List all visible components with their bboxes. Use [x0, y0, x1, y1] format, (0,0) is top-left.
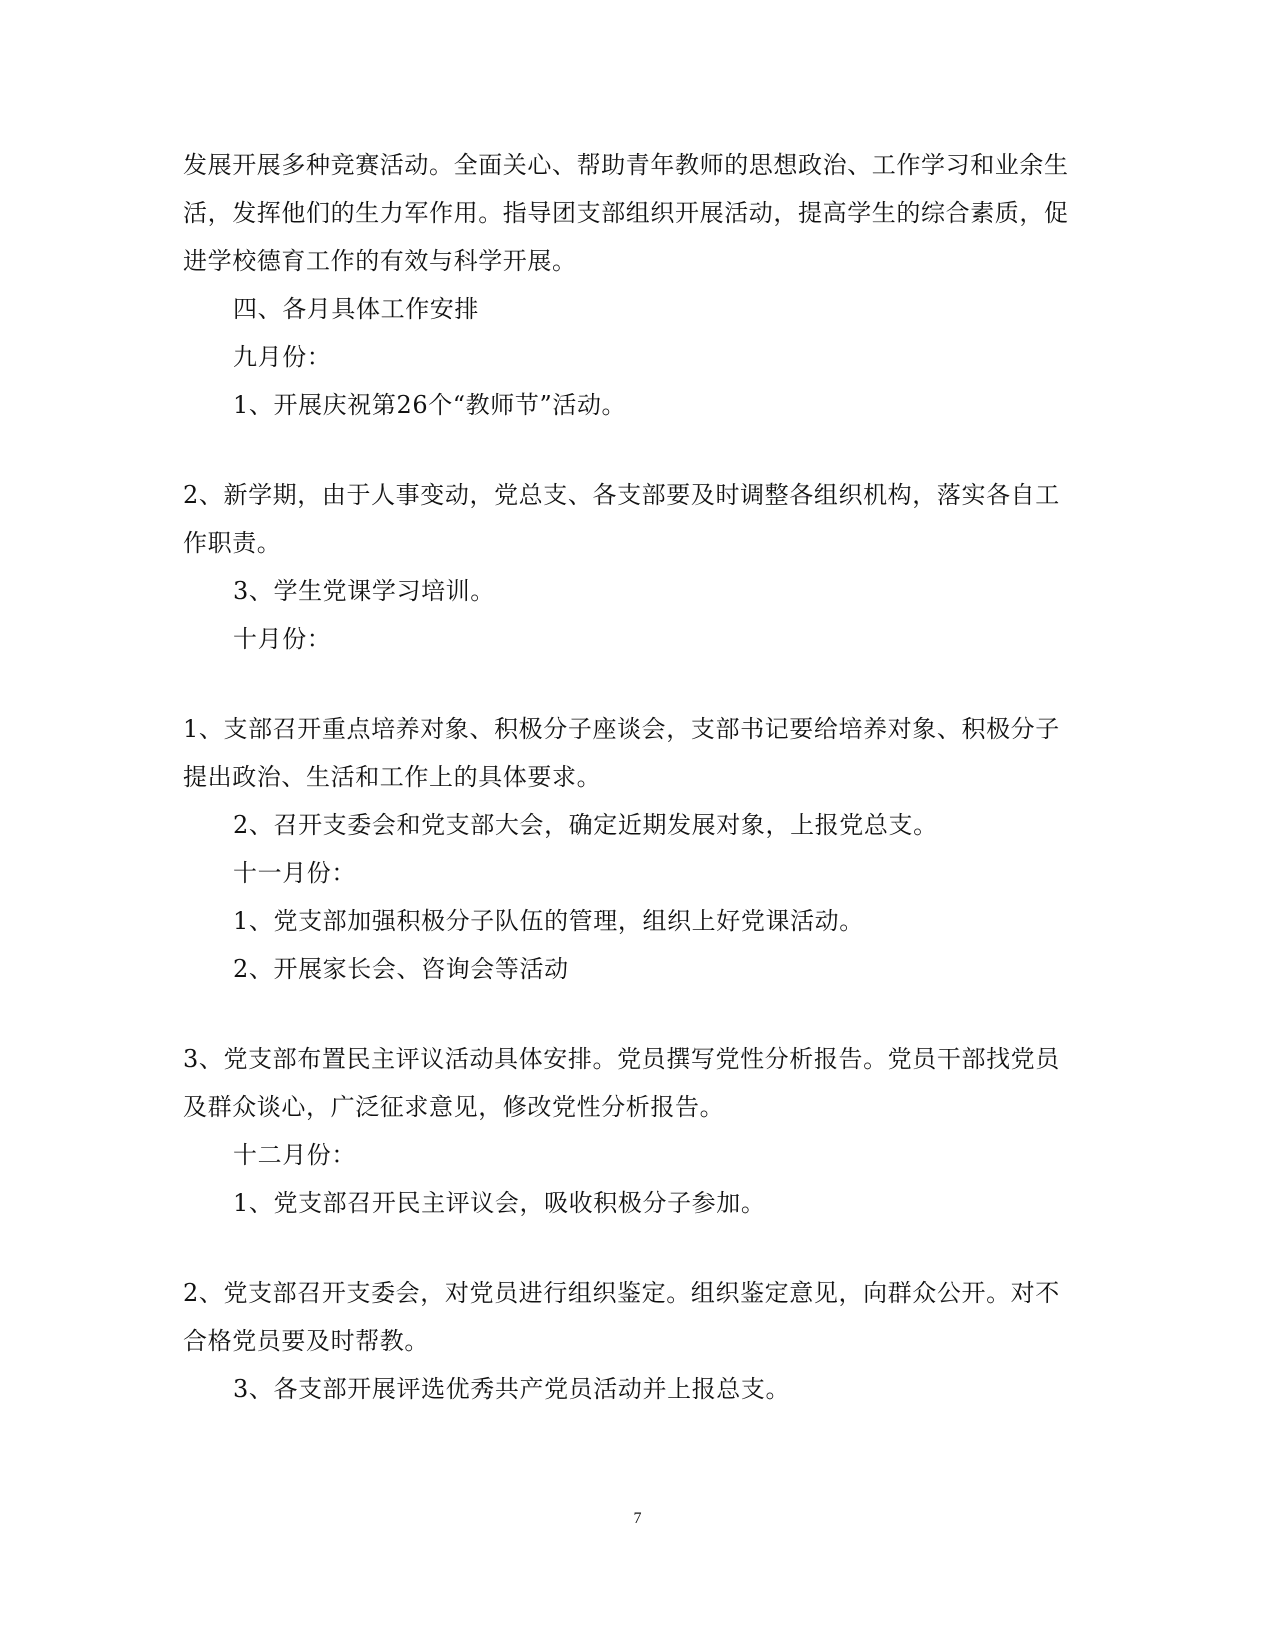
month-heading: 十二月份：: [233, 1141, 356, 1169]
list-item-continuation: 合格党员要及时帮教。: [183, 1327, 429, 1355]
section-heading: 四、各月具体工作安排: [233, 295, 479, 323]
list-item-continuation: 提出政治、生活和工作上的具体要求。: [183, 763, 602, 791]
month-heading: 十一月份：: [233, 859, 356, 887]
list-item: 3、党支部布置民主评议活动具体安排。党员撰写党性分析报告。党员干部找党员: [183, 1045, 1060, 1073]
list-item-continuation: 作职责。: [183, 529, 282, 557]
page-number: 7: [633, 1510, 642, 1527]
paragraph-line: 发展开展多种竞赛活动。全面关心、帮助青年教师的思想政治、工作学习和业余生: [183, 151, 1069, 179]
paragraph-line: 活，发挥他们的生力军作用。指导团支部组织开展活动，提高学生的综合素质，促: [183, 199, 1069, 227]
month-heading: 十月份：: [233, 625, 332, 653]
list-item: 2、开展家长会、咨询会等活动: [233, 955, 569, 983]
list-item: 1、支部召开重点培养对象、积极分子座谈会，支部书记要给培养对象、积极分子: [183, 715, 1060, 743]
list-item-continuation: 及群众谈心，广泛征求意见，修改党性分析报告。: [183, 1093, 725, 1121]
list-item: 2、新学期，由于人事变动，党总支、各支部要及时调整各组织机构，落实各自工: [183, 481, 1060, 509]
list-item: 3、各支部开展评选优秀共产党员活动并上报总支。: [233, 1375, 791, 1403]
month-heading: 九月份：: [233, 343, 332, 371]
list-item: 2、党支部召开支委会，对党员进行组织鉴定。组织鉴定意见，向群众公开。对不: [183, 1279, 1060, 1307]
list-item: 3、学生党课学习培训。: [233, 577, 495, 605]
list-item: 1、开展庆祝第26个“教师节”活动。: [233, 391, 627, 419]
list-item: 2、召开支委会和党支部大会，确定近期发展对象，上报党总支。: [233, 811, 938, 839]
paragraph-line: 进学校德育工作的有效与科学开展。: [183, 247, 577, 275]
list-item: 1、党支部召开民主评议会，吸收积极分子参加。: [233, 1189, 766, 1217]
list-item: 1、党支部加强积极分子队伍的管理，组织上好党课活动。: [233, 907, 864, 935]
